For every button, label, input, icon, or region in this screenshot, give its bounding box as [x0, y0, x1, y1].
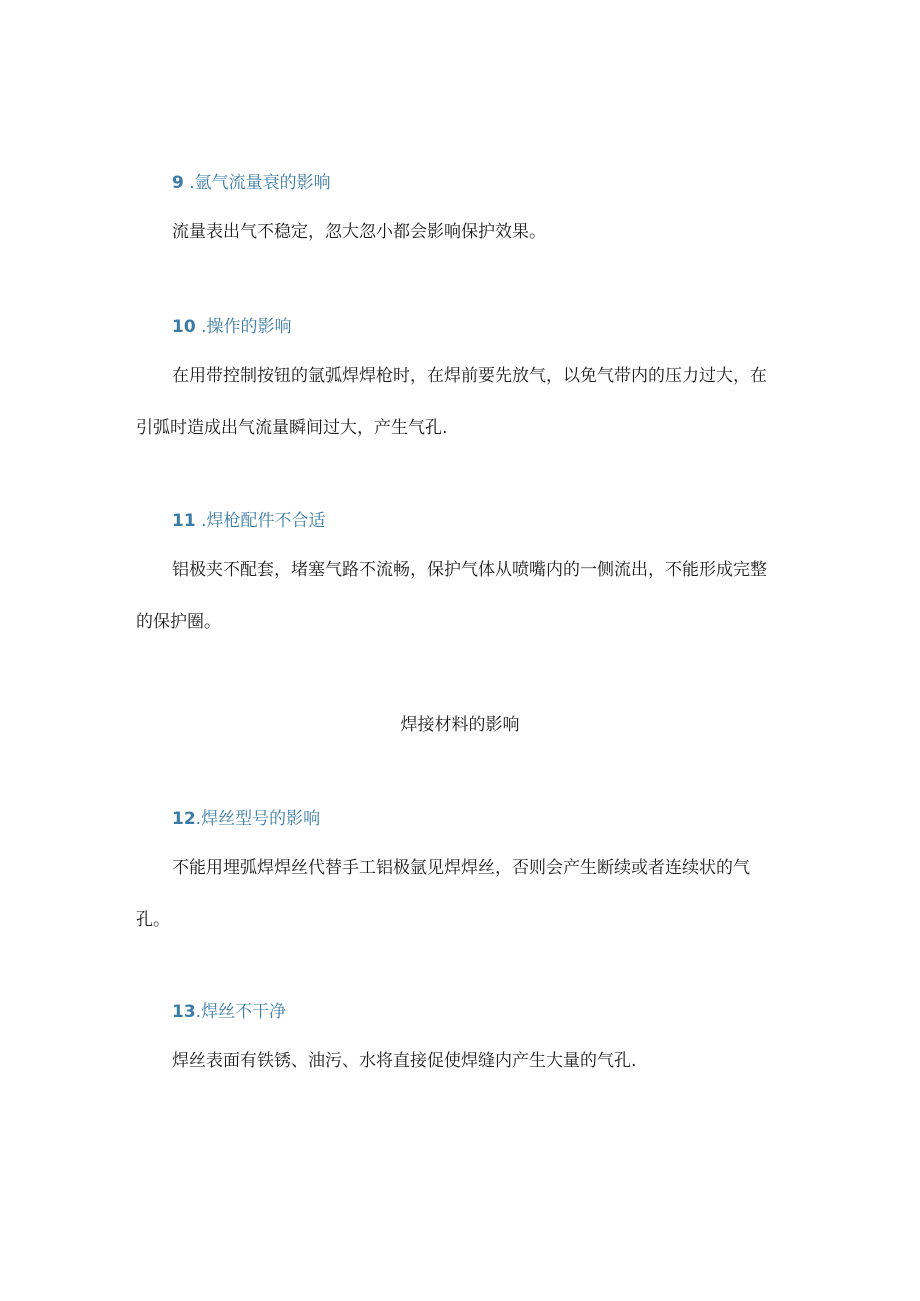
heading-title: .焊丝不干净	[195, 1002, 287, 1022]
section-title: 焊接材料的影响	[400, 715, 520, 735]
heading-item-13	[172, 1001, 286, 1023]
heading-item-12	[172, 808, 320, 830]
heading-number: 10	[172, 317, 196, 337]
paragraph-item-12: 不能用埋弧焊焊丝代替手工铝极氩见焊焊丝，否则会产生断续或者连续状的气孔。	[136, 858, 750, 930]
paragraph-item-11: 铝极夹不配套，堵塞气路不流畅，保护气体从喷嘴内的一侧流出，不能形成完整的保护圈。	[136, 560, 767, 632]
heading-number: 9	[172, 173, 184, 193]
heading-number: 12	[172, 809, 196, 829]
heading-number: 11	[172, 511, 196, 531]
paragraph-item-13: 焊丝表面有铁锈、油污、水将直接促使焊缝内产生大量的气孔.	[172, 1051, 637, 1071]
paragraph-item-10: 在用带控制按钮的氩弧焊焊枪时，在焊前要先放气，以免气带内的压力过大，在引弧时造成出气流量瞬间过大，产生气孔.	[136, 366, 767, 438]
heading-item-9	[172, 172, 331, 194]
heading-number: 13	[172, 1002, 196, 1022]
heading-title: .操作的影响	[195, 317, 292, 337]
heading-title: .焊枪配件不合适	[195, 511, 326, 531]
paragraph-item-9: 流量表出气不稳定，忽大忽小都会影响保护效果。	[172, 222, 546, 242]
heading-title: .氩气流量衰的影响	[183, 173, 331, 193]
heading-title: .焊丝型号的影响	[195, 809, 321, 829]
heading-item-11	[172, 510, 325, 532]
heading-item-10	[172, 316, 291, 338]
